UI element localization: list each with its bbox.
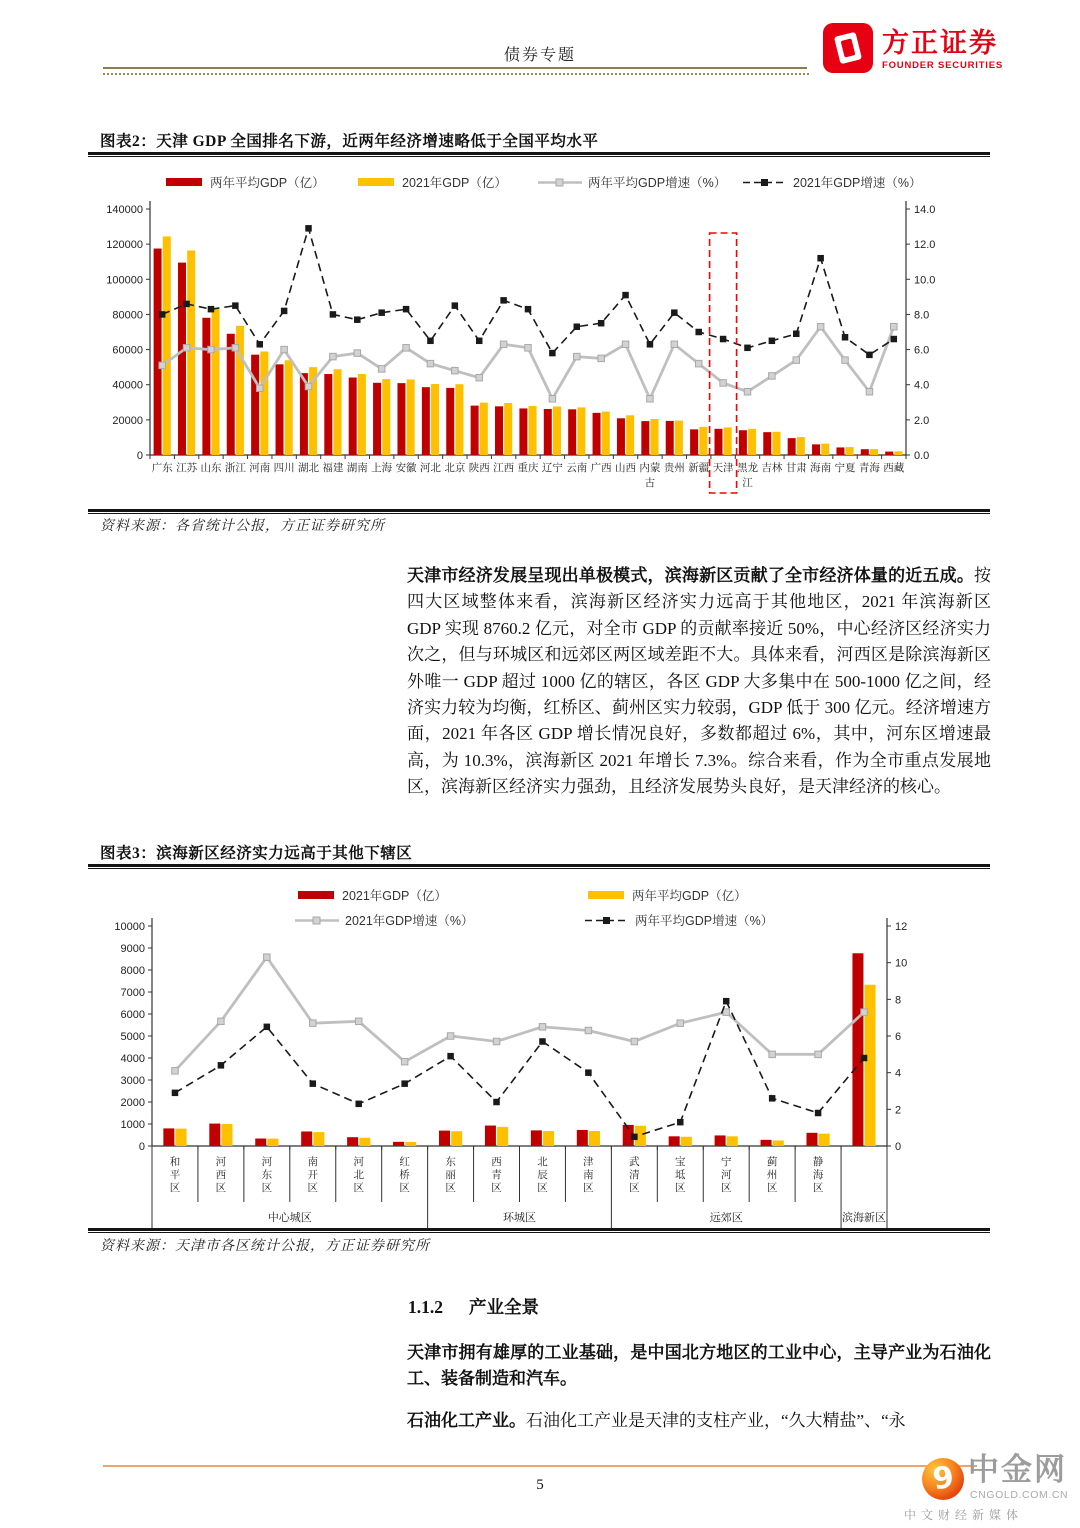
svg-text:广西: 广西: [590, 462, 612, 474]
svg-text:河: 河: [261, 1156, 273, 1168]
svg-text:2000: 2000: [120, 1097, 145, 1109]
svg-text:9000: 9000: [120, 943, 145, 955]
svg-text:江西: 江西: [493, 462, 515, 474]
svg-text:4.0: 4.0: [914, 379, 930, 392]
section-title: 产业全景: [469, 1297, 539, 1317]
page-number: 5: [536, 1477, 544, 1493]
svg-text:陕西: 陕西: [468, 462, 490, 474]
svg-text:北京: 北京: [444, 462, 466, 474]
svg-text:环城区: 环城区: [503, 1212, 536, 1224]
svg-text:辰: 辰: [537, 1169, 548, 1181]
svg-text:区: 区: [675, 1182, 686, 1194]
svg-text:0: 0: [136, 450, 143, 462]
svg-text:云南: 云南: [566, 462, 588, 474]
svg-text:区: 区: [307, 1182, 319, 1194]
svg-text:远郊区: 远郊区: [709, 1212, 743, 1224]
svg-text:区: 区: [491, 1182, 502, 1194]
cngold-logo-tagline: 中文财经新媒体: [904, 1508, 1024, 1522]
body-paragraph-petrochemical: [407, 1408, 991, 1434]
svg-text:60000: 60000: [112, 344, 143, 357]
founder-logo-cn: 方正证券: [882, 28, 998, 59]
svg-text:四川: 四川: [273, 462, 295, 474]
svg-text:内蒙: 内蒙: [639, 462, 661, 474]
svg-text:10000: 10000: [114, 921, 145, 933]
svg-text:7000: 7000: [120, 987, 145, 999]
legend-item: 2021年GDP增速（%）: [743, 173, 922, 191]
svg-text:区: 区: [537, 1182, 548, 1194]
figure2-source: 资料来源：各省统计公报，方正证券研究所: [100, 519, 385, 534]
svg-text:黑龙: 黑龙: [736, 462, 758, 474]
svg-text:清: 清: [629, 1169, 640, 1181]
svg-text:北: 北: [353, 1169, 364, 1181]
svg-text:区: 区: [261, 1182, 273, 1194]
svg-text:蓟: 蓟: [766, 1156, 778, 1168]
svg-text:14.0: 14.0: [914, 204, 936, 216]
header-title: 债券专题: [503, 47, 576, 64]
svg-text:区: 区: [812, 1182, 824, 1194]
svg-text:6: 6: [895, 1031, 902, 1043]
svg-text:8: 8: [895, 994, 902, 1007]
cngold-logo-icon: [922, 1458, 964, 1500]
svg-text:东: 东: [445, 1156, 456, 1168]
body-paragraph-industry: 天津市拥有雄厚的工业基础，是中国北方地区的工业中心，主导产业为石油化工、装备制造和汽车。: [407, 1343, 991, 1389]
svg-text:区: 区: [583, 1182, 594, 1194]
svg-text:2: 2: [895, 1104, 902, 1117]
svg-text:湖南: 湖南: [346, 462, 368, 474]
svg-text:区: 区: [766, 1182, 778, 1194]
svg-text:江: 江: [742, 477, 753, 489]
legend-item: 两年平均GDP（亿）: [166, 173, 325, 191]
figure2-title: 图表2：天津 GDP 全国排名下游，近两年经济增速略低于全国平均水平: [100, 133, 599, 150]
svg-text:河南: 河南: [249, 462, 271, 474]
svg-text:6000: 6000: [120, 1009, 145, 1021]
svg-text:海南: 海南: [810, 462, 832, 474]
svg-text:12.0: 12.0: [914, 239, 936, 252]
svg-text:西: 西: [215, 1169, 227, 1181]
svg-text:北: 北: [537, 1156, 548, 1168]
svg-text:滨海新区: 滨海新区: [842, 1212, 887, 1224]
figure2-title-rule: [88, 152, 990, 157]
svg-text:江苏: 江苏: [176, 462, 198, 474]
svg-text:140000: 140000: [106, 204, 143, 216]
legend-item: 2021年GDP增速（%）: [295, 911, 474, 929]
svg-text:河: 河: [353, 1156, 364, 1168]
paragraph3-bold: 石油化工产业。: [407, 1411, 526, 1430]
svg-text:河北: 河北: [419, 462, 441, 474]
svg-text:开: 开: [307, 1169, 319, 1181]
figure3-source: 资料来源：天津市各区统计公报，方正证券研究所: [100, 1239, 430, 1254]
svg-text:中心城区: 中心城区: [267, 1212, 312, 1224]
svg-text:8000: 8000: [120, 965, 145, 977]
svg-text:福建: 福建: [322, 462, 344, 474]
footer-rule: [103, 1465, 977, 1467]
legend-item: 2021年GDP（亿）: [298, 886, 447, 904]
figure2-bottom-rule: [88, 509, 990, 514]
svg-text:区: 区: [720, 1182, 732, 1194]
legend-item: 2021年GDP（亿）: [358, 173, 507, 191]
svg-text:南: 南: [307, 1156, 319, 1168]
legend-item: 两年平均GDP增速（%）: [585, 911, 773, 929]
svg-text:州: 州: [766, 1169, 778, 1181]
svg-text:津: 津: [583, 1156, 594, 1168]
svg-text:区: 区: [399, 1182, 410, 1194]
province-gdp-chart: [100, 163, 1000, 499]
cngold-logo-cn: 中金网: [968, 1452, 1067, 1487]
svg-text:浙江: 浙江: [224, 462, 246, 474]
svg-text:120000: 120000: [106, 239, 143, 252]
svg-text:东: 东: [261, 1169, 273, 1181]
svg-text:8.0: 8.0: [914, 309, 930, 322]
svg-text:10: 10: [895, 957, 908, 970]
founder-securities-logo: [822, 22, 1003, 79]
svg-text:湖北: 湖北: [298, 462, 320, 474]
svg-text:贵州: 贵州: [663, 462, 685, 474]
svg-text:和: 和: [169, 1156, 181, 1168]
svg-text:2.0: 2.0: [914, 414, 930, 427]
svg-text:0.0: 0.0: [914, 450, 930, 462]
svg-text:重庆: 重庆: [517, 462, 539, 474]
section-heading: [408, 1294, 539, 1319]
svg-text:区: 区: [445, 1182, 456, 1194]
svg-text:5000: 5000: [120, 1031, 145, 1043]
svg-text:10.0: 10.0: [914, 274, 936, 287]
cngold-swirl-glyph: 9: [930, 1459, 956, 1498]
svg-text:20000: 20000: [112, 414, 143, 427]
svg-text:武: 武: [629, 1156, 640, 1168]
svg-text:80000: 80000: [112, 309, 143, 322]
district-gdp-chart: [100, 874, 1000, 1226]
svg-text:宝: 宝: [675, 1156, 686, 1168]
svg-text:海: 海: [812, 1169, 824, 1181]
svg-text:桥: 桥: [399, 1169, 410, 1181]
svg-text:广东: 广东: [151, 462, 173, 474]
svg-text:0: 0: [138, 1141, 145, 1153]
founder-logo-icon: [822, 22, 874, 79]
paragraph3-rest: 石油化工产业是天津的支柱产业，“久大精盐”、“永: [526, 1411, 906, 1430]
svg-text:古: 古: [644, 477, 656, 489]
svg-text:西藏: 西藏: [883, 462, 905, 474]
province-gdp-chart-svg: [100, 195, 1000, 497]
svg-text:12: 12: [895, 921, 908, 933]
svg-text:宁: 宁: [720, 1156, 732, 1168]
svg-text:宁夏: 宁夏: [834, 462, 856, 474]
cngold-logo-domain: CNGOLD.COM.CN: [970, 1489, 1069, 1501]
svg-text:河: 河: [215, 1156, 227, 1168]
body-paragraph-economy: [407, 563, 991, 801]
section-number: 1.1.2: [408, 1297, 443, 1317]
founder-logo-en: FOUNDER SECURITIES: [882, 60, 1004, 72]
svg-text:区: 区: [215, 1182, 227, 1194]
svg-text:4: 4: [895, 1067, 902, 1080]
svg-text:丽: 丽: [445, 1169, 456, 1181]
svg-text:青: 青: [491, 1169, 502, 1181]
svg-text:区: 区: [353, 1182, 364, 1194]
header-rule-dotted: [103, 73, 809, 75]
svg-text:100000: 100000: [106, 274, 143, 287]
svg-text:区: 区: [629, 1182, 640, 1194]
svg-text:青海: 青海: [858, 462, 880, 474]
svg-text:上海: 上海: [371, 462, 393, 474]
svg-text:山东: 山东: [200, 462, 222, 474]
svg-text:坻: 坻: [675, 1169, 686, 1181]
svg-text:区: 区: [169, 1182, 181, 1194]
legend-item: 两年平均GDP增速（%）: [538, 173, 726, 191]
svg-text:3000: 3000: [120, 1075, 145, 1087]
svg-text:40000: 40000: [112, 379, 143, 392]
svg-text:6.0: 6.0: [914, 344, 930, 357]
svg-text:1000: 1000: [120, 1119, 145, 1131]
district-gdp-chart-svg: [100, 918, 1000, 1234]
legend-item: 两年平均GDP（亿）: [588, 886, 747, 904]
svg-text:4000: 4000: [120, 1053, 145, 1065]
paragraph1-bold: 天津市经济发展呈现出单极模式，滨海新区贡献了全市经济体量的近五成。: [407, 566, 974, 585]
svg-text:南: 南: [583, 1169, 594, 1181]
svg-text:西: 西: [491, 1156, 502, 1168]
svg-text:安徽: 安徽: [395, 462, 417, 474]
svg-text:新疆: 新疆: [688, 462, 710, 474]
paragraph1-rest: 按四大区域整体来看，滨海新区经济实力远高于其他地区，2021 年滨海新区 GDP 实现 8760.2 亿元，对全市 GDP 的贡献率接近 50%，中心经济区经济实力次之，但与环城区和远郊区两区域差距不大。具体来看，河西区是除滨海新区外唯一 GDP 超过 1000 亿的辖区，各区 GDP 大多集中在 500-1000 亿之间，经济实力较为均衡，红桥区、蓟州区实力较弱，GDP 低于 300 亿元。经济增速方面，2021 年各区 GDP 增长情况良好，多数都超过 6%，其中，河东区增速最高，为 10.3%，滨海新区 2021 年增长 7.3%。综合来看，作为全市重点发展地区，滨海新区经济实力强劲，且经济发展势头良好，是天津经济的核心。: [407, 566, 991, 797]
svg-text:天津: 天津: [712, 462, 734, 474]
svg-text:甘肃: 甘肃: [785, 462, 807, 474]
svg-text:山西: 山西: [615, 462, 637, 474]
figure3-title-rule: [88, 864, 990, 869]
svg-text:吉林: 吉林: [761, 462, 783, 474]
svg-text:0: 0: [895, 1141, 902, 1153]
svg-text:河: 河: [720, 1169, 732, 1181]
svg-text:静: 静: [812, 1156, 824, 1168]
svg-text:红: 红: [399, 1156, 410, 1168]
header-rule-solid: [103, 67, 807, 69]
svg-text:平: 平: [169, 1169, 181, 1181]
figure3-title: 图表3：滨海新区经济实力远高于其他下辖区: [100, 845, 413, 862]
svg-text:辽宁: 辽宁: [541, 462, 563, 474]
figure3-bottom-rule: [88, 1228, 990, 1233]
